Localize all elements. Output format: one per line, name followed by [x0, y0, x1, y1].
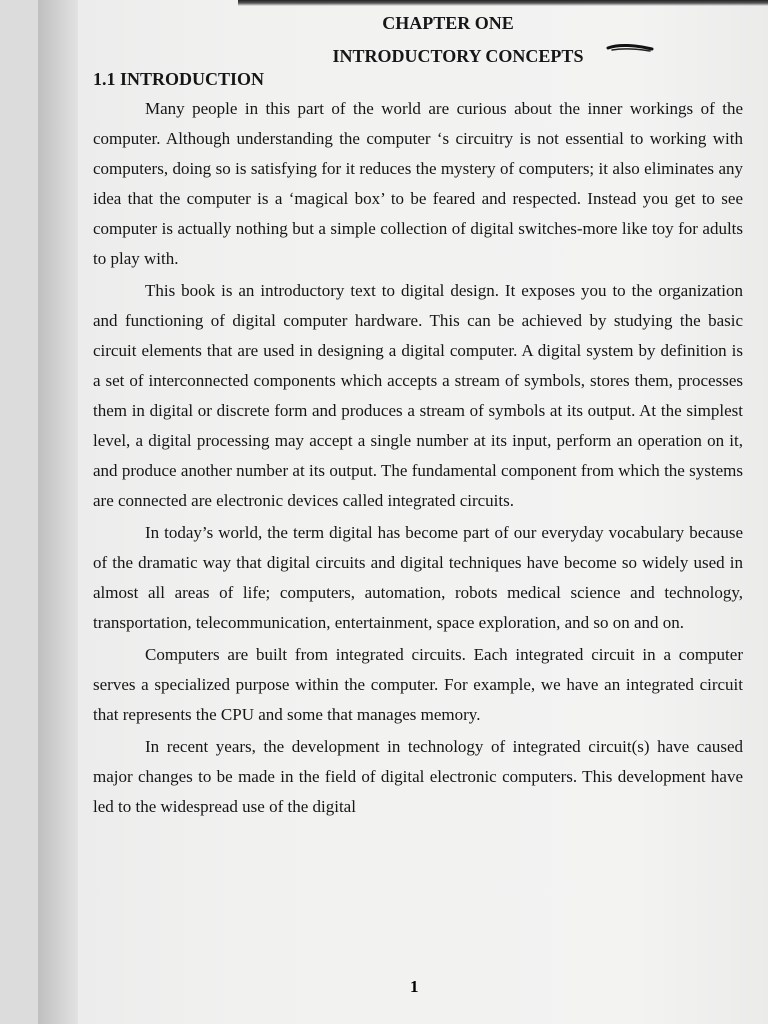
chapter-title: INTRODUCTORY CONCEPTS [332, 46, 584, 66]
top-edge-shadow [238, 0, 768, 6]
paragraph-3: In today’s world, the term digital has become part of our everyday vocabulary because of the dramatic way that digital circuits and digital techniques have become so widely used in almost all areas of life; computers, automation, robots medical science and technology, transportation, telecommunication, entertainment, space exploration, and so on and on. [93, 523, 743, 632]
paragraph-4: Computers are built from integrated circuits. Each integrated circuit in a computer serves a specialized purpose within the computer. For example, we have an integrated circuit that represents the CPU and some that manages memory. [93, 645, 743, 724]
section-heading: 1.1 INTRODUCTION [93, 69, 265, 89]
paragraph-2: This book is an introductory text to digital design. It exposes you to the organization and functioning of digital computer hardware. This can be achieved by studying the basic circuit elements that are used in designing a digital computer. A digital system by definition is a set of interconnected components which accepts a stream of symbols, stores them, processes them in digital or discrete form and produces a stream of symbols at its output. At the simplest level, a digital processing may accept a single number at its input, perform an operation on it, and produce another number at its output. The fundamental component from which the systems are connected are electronic devices called integrated circuits. [93, 281, 743, 510]
page-spine-shadow [38, 0, 78, 1024]
chapter-heading: CHAPTER ONE [382, 13, 514, 33]
paragraph-5: In recent years, the development in technology of integrated circuit(s) have caused major changes to be made in the field of digital electronic computers. This development have led to the widespread use of the digital [93, 737, 743, 816]
page-number: 1 [410, 977, 419, 996]
paragraph-1: Many people in this part of the world are curious about the inner workings of the computer. Although understanding the computer ‘s circuitry is not essential to working with computers, doing so is satisfying for it reduces the mystery of computers; it also eliminates any idea that the computer is a ‘magical box’ to be feared and respected. Instead you get to see computer is actually nothing but a simple collection of digital switches-more like toy for adults to play with. [93, 99, 743, 268]
page-content [93, 8, 743, 822]
book-page [38, 0, 768, 1024]
